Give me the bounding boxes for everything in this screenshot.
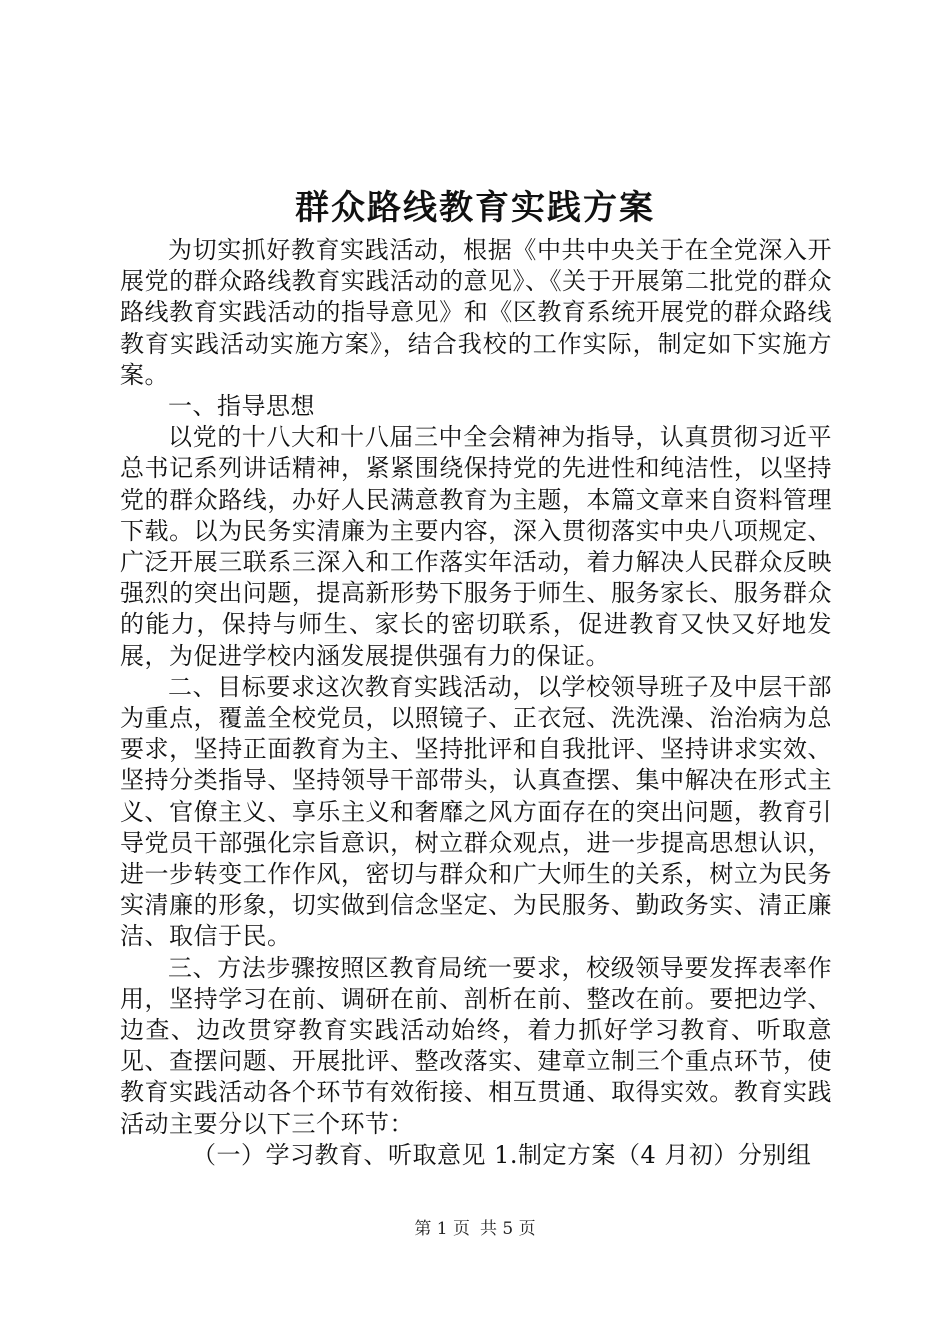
- page-footer: [0, 1218, 950, 1240]
- methods-paragraph: 三、方法步骤按照区教育局统一要求，校级领导要发挥表率作用，坚持学习在前、调研在前、剖析在前、整改在前。要把边学、边查、边改贯穿教育实践活动始终，着力抓好学习教育、听取意见、查摆问题、开展批评、整改落实、建章立制三个重点环节，使教育实践活动各个环节有效衔接、相互贯通、取得实效。教育实践活动主要分以下三个环节：: [120, 953, 832, 1138]
- guiding-ideology-paragraph: 以党的十八大和十八届三中全会精神为指导，认真贯彻习近平总书记系列讲话精神，紧紧围绕保持党的先进性和纯洁性，以坚持党的群众路线，办好人民满意教育为主题，本篇文章来自资料管理下载。以为民务实清廉为主要内容，深入贯彻落实中央八项规定、广泛开展三联系三深入和工作落实年活动，着力解决人民群众反映强烈的突出问题，提高新形势下服务于师生、服务家长、服务群众的能力，保持与师生、家长的密切联系，促进教育又快又好地发展，为促进学校内涵发展提供强有力的保证。: [120, 423, 832, 670]
- section-heading-guiding-ideology: 一、指导思想: [168, 392, 315, 421]
- page-total: 共 5 页: [480, 1219, 536, 1239]
- step-one-paragraph: （一）学习教育、听取意见 1.制定方案（4 月初）分别组: [192, 1140, 812, 1169]
- document-title: 群众路线教育实践方案: [295, 188, 655, 228]
- document-body: [120, 235, 832, 1171]
- page-number: 第 1 页: [414, 1219, 470, 1239]
- goals-paragraph: 二、目标要求这次教育实践活动，以学校领导班子及中层干部为重点，覆盖全校党员，以照镜子、正衣冠、洗洗澡、治治病为总要求，坚持正面教育为主、坚持批评和自我批评、坚持讲求实效、坚持分类指导、坚持领导干部带头，认真查摆、集中解决在形式主义、官僚主义、享乐主义和奢靡之风方面存在的突出问题，教育引导党员干部强化宗旨意识，树立群众观点，进一步提高思想认识，进一步转变工作作风，密切与群众和广大师生的关系，树立为民务实清廉的形象，切实做到信念坚定、为民服务、勤政务实、清正廉洁、取信于民。: [120, 672, 832, 951]
- intro-paragraph: 为切实抓好教育实践活动，根据《中共中央关于在全党深入开展党的群众路线教育实践活动的意见》、《关于开展第二批党的群众路线教育实践活动的指导意见》和《区教育系统开展党的群众路线教育实践活动实施方案》，结合我校的工作实际，制定如下实施方案。: [120, 236, 832, 389]
